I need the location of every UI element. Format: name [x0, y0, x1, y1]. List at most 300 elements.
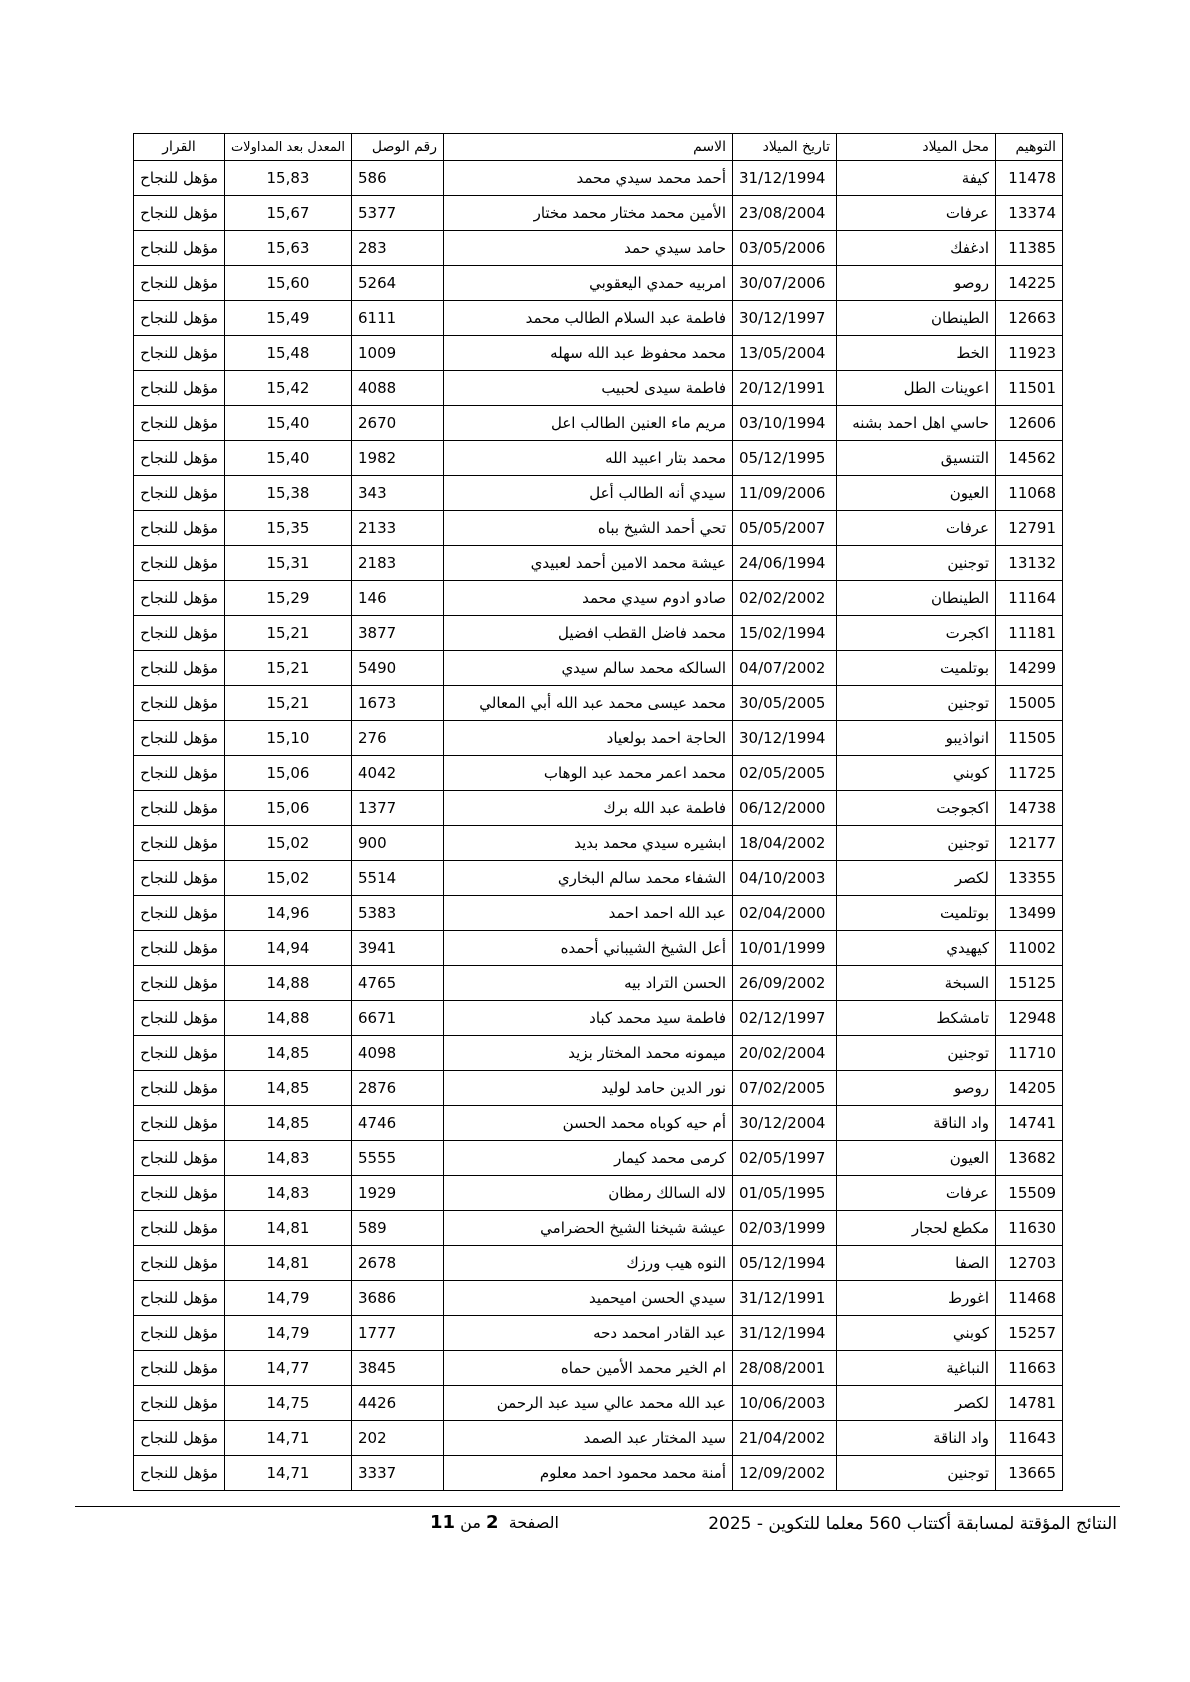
cell-receipt: 3845: [352, 1351, 444, 1386]
table-row: [134, 196, 1063, 231]
cell-name: الحسن التراد بيه: [444, 966, 733, 1001]
cell-name: الحاجة احمد بولعياد: [444, 721, 733, 756]
cell-birthdate: 30/12/2004: [733, 1106, 837, 1141]
cell-decision: مؤهل للنجاح: [134, 1001, 225, 1036]
cell-birthplace: مكطع لحجار: [837, 1211, 996, 1246]
cell-average: 14,71: [225, 1421, 352, 1456]
cell-decision: مؤهل للنجاح: [134, 1421, 225, 1456]
cell-birthplace: حاسي اهل احمد بشنه: [837, 406, 996, 441]
cell-id: 13374: [996, 196, 1063, 231]
cell-receipt: 900: [352, 826, 444, 861]
cell-birthplace: ادغفك: [837, 231, 996, 266]
cell-birthdate: 10/06/2003: [733, 1386, 837, 1421]
cell-decision: مؤهل للنجاح: [134, 1141, 225, 1176]
cell-decision: مؤهل للنجاح: [134, 1246, 225, 1281]
table-row: [134, 1036, 1063, 1071]
table-row: [134, 1176, 1063, 1211]
cell-average: 15,21: [225, 651, 352, 686]
cell-receipt: 1377: [352, 791, 444, 826]
cell-name: محمد عيسى محمد عبد الله أبي المعالي: [444, 686, 733, 721]
header-birthplace: محل الميلاد: [837, 134, 996, 161]
cell-birthplace: لكصر: [837, 861, 996, 896]
cell-average: 14,71: [225, 1456, 352, 1491]
cell-id: 12663: [996, 301, 1063, 336]
cell-birthdate: 24/06/1994: [733, 546, 837, 581]
cell-name: فاطمة سيدى لحبيب: [444, 371, 733, 406]
cell-birthdate: 26/09/2002: [733, 966, 837, 1001]
table-row: [134, 1456, 1063, 1491]
cell-decision: مؤهل للنجاح: [134, 371, 225, 406]
cell-average: 14,85: [225, 1071, 352, 1106]
cell-receipt: 4765: [352, 966, 444, 1001]
cell-birthdate: 12/09/2002: [733, 1456, 837, 1491]
cell-decision: مؤهل للنجاح: [134, 686, 225, 721]
table-row: [134, 336, 1063, 371]
results-table: [133, 133, 1063, 1491]
cell-average: 15,35: [225, 511, 352, 546]
table-row: [134, 441, 1063, 476]
cell-decision: مؤهل للنجاح: [134, 1316, 225, 1351]
cell-receipt: 4098: [352, 1036, 444, 1071]
cell-name: أعل الشيخ الشيباني أحمده: [444, 931, 733, 966]
cell-id: 11478: [996, 161, 1063, 196]
cell-birthdate: 02/03/1999: [733, 1211, 837, 1246]
header-receipt: رقم الوصل: [352, 134, 444, 161]
page-of: من: [460, 1513, 481, 1532]
cell-birthplace: توجنين: [837, 1036, 996, 1071]
cell-birthdate: 07/02/2005: [733, 1071, 837, 1106]
table-row: [134, 231, 1063, 266]
cell-average: 15,38: [225, 476, 352, 511]
cell-birthplace: اعوينات الطل: [837, 371, 996, 406]
cell-birthdate: 31/12/1994: [733, 161, 837, 196]
cell-decision: مؤهل للنجاح: [134, 1456, 225, 1491]
cell-average: 14,79: [225, 1281, 352, 1316]
cell-birthdate: 04/10/2003: [733, 861, 837, 896]
cell-receipt: 4042: [352, 756, 444, 791]
cell-average: 15,42: [225, 371, 352, 406]
header-birthdate: تاريخ الميلاد: [733, 134, 837, 161]
cell-average: 15,63: [225, 231, 352, 266]
table-row: [134, 406, 1063, 441]
cell-receipt: 1929: [352, 1176, 444, 1211]
cell-birthplace: كيفة: [837, 161, 996, 196]
page-current: 2: [486, 1512, 499, 1533]
cell-average: 15,48: [225, 336, 352, 371]
cell-decision: مؤهل للنجاح: [134, 826, 225, 861]
cell-birthplace: كوبني: [837, 756, 996, 791]
table-row: [134, 1246, 1063, 1281]
cell-average: 15,10: [225, 721, 352, 756]
cell-id: 12606: [996, 406, 1063, 441]
cell-birthdate: 03/05/2006: [733, 231, 837, 266]
cell-birthdate: 15/02/1994: [733, 616, 837, 651]
cell-birthdate: 31/12/1991: [733, 1281, 837, 1316]
cell-name: سيدي أنه الطالب أعل: [444, 476, 733, 511]
cell-average: 15,31: [225, 546, 352, 581]
cell-name: ابشيره سيدي محمد بديد: [444, 826, 733, 861]
cell-name: فاطمة عبد الله برك: [444, 791, 733, 826]
cell-average: 14,79: [225, 1316, 352, 1351]
cell-average: 15,06: [225, 791, 352, 826]
table-row: [134, 266, 1063, 301]
cell-receipt: 343: [352, 476, 444, 511]
cell-id: 11181: [996, 616, 1063, 651]
cell-average: 14,85: [225, 1036, 352, 1071]
cell-receipt: 5383: [352, 896, 444, 931]
cell-id: 14781: [996, 1386, 1063, 1421]
cell-name: السالكه محمد سالم سيدي: [444, 651, 733, 686]
cell-id: 11643: [996, 1421, 1063, 1456]
cell-id: 11068: [996, 476, 1063, 511]
cell-receipt: 4746: [352, 1106, 444, 1141]
cell-birthplace: الصفا: [837, 1246, 996, 1281]
cell-id: 11505: [996, 721, 1063, 756]
cell-birthdate: 30/12/1994: [733, 721, 837, 756]
cell-receipt: 283: [352, 231, 444, 266]
cell-receipt: 202: [352, 1421, 444, 1456]
footer-divider: [75, 1506, 1120, 1507]
cell-receipt: 4088: [352, 371, 444, 406]
cell-decision: مؤهل للنجاح: [134, 861, 225, 896]
cell-receipt: 5490: [352, 651, 444, 686]
cell-decision: مؤهل للنجاح: [134, 301, 225, 336]
cell-birthplace: الخط: [837, 336, 996, 371]
table-row: [134, 1071, 1063, 1106]
cell-birthdate: 02/02/2002: [733, 581, 837, 616]
cell-birthdate: 02/04/2000: [733, 896, 837, 931]
cell-birthdate: 20/12/1991: [733, 371, 837, 406]
cell-name: الأمين محمد مختار محمد مختار: [444, 196, 733, 231]
table-row: [134, 371, 1063, 406]
cell-birthdate: 06/12/2000: [733, 791, 837, 826]
cell-birthdate: 13/05/2004: [733, 336, 837, 371]
cell-name: عيشة محمد الامين أحمد لعبيدي: [444, 546, 733, 581]
cell-birthplace: اكجوجت: [837, 791, 996, 826]
cell-average: 15,02: [225, 861, 352, 896]
cell-id: 11468: [996, 1281, 1063, 1316]
cell-decision: مؤهل للنجاح: [134, 231, 225, 266]
cell-receipt: 2670: [352, 406, 444, 441]
cell-receipt: 5264: [352, 266, 444, 301]
table-row: [134, 1001, 1063, 1036]
cell-average: 14,94: [225, 931, 352, 966]
cell-name: صادو ادوم سيدي محمد: [444, 581, 733, 616]
cell-decision: مؤهل للنجاح: [134, 651, 225, 686]
cell-name: فاطمة سيد محمد كباد: [444, 1001, 733, 1036]
cell-birthplace: الطينطان: [837, 581, 996, 616]
cell-receipt: 5555: [352, 1141, 444, 1176]
cell-name: حامد سيدي حمد: [444, 231, 733, 266]
cell-id: 12703: [996, 1246, 1063, 1281]
cell-birthplace: كيهيدي: [837, 931, 996, 966]
cell-name: كرمى محمد كيمار: [444, 1141, 733, 1176]
cell-name: ميمونه محمد المختار بزيد: [444, 1036, 733, 1071]
cell-name: عبد الله احمد احمد: [444, 896, 733, 931]
cell-id: 15509: [996, 1176, 1063, 1211]
cell-decision: مؤهل للنجاح: [134, 1106, 225, 1141]
table-row: [134, 1316, 1063, 1351]
cell-receipt: 1777: [352, 1316, 444, 1351]
table-row: [134, 546, 1063, 581]
cell-receipt: 2678: [352, 1246, 444, 1281]
cell-decision: مؤهل للنجاح: [134, 1036, 225, 1071]
cell-name: عبد القادر امحمد دحه: [444, 1316, 733, 1351]
cell-id: 11501: [996, 371, 1063, 406]
cell-average: 14,83: [225, 1141, 352, 1176]
cell-receipt: 2133: [352, 511, 444, 546]
cell-receipt: 6671: [352, 1001, 444, 1036]
cell-birthplace: روصو: [837, 266, 996, 301]
cell-birthplace: تامشكط: [837, 1001, 996, 1036]
cell-average: 15,67: [225, 196, 352, 231]
cell-decision: مؤهل للنجاح: [134, 791, 225, 826]
cell-birthplace: انواذيبو: [837, 721, 996, 756]
cell-decision: مؤهل للنجاح: [134, 896, 225, 931]
cell-decision: مؤهل للنجاح: [134, 511, 225, 546]
cell-birthplace: عرفات: [837, 1176, 996, 1211]
cell-name: ام الخير محمد الأمين حماه: [444, 1351, 733, 1386]
cell-birthplace: توجنين: [837, 1456, 996, 1491]
header-id: التوهيم: [996, 134, 1063, 161]
cell-average: 14,83: [225, 1176, 352, 1211]
cell-decision: مؤهل للنجاح: [134, 721, 225, 756]
cell-id: 14562: [996, 441, 1063, 476]
cell-average: 14,77: [225, 1351, 352, 1386]
page-total: 11: [430, 1512, 456, 1533]
cell-name: محمد محفوظ عبد الله سهله: [444, 336, 733, 371]
cell-decision: مؤهل للنجاح: [134, 266, 225, 301]
cell-receipt: 2876: [352, 1071, 444, 1106]
cell-birthdate: 18/04/2002: [733, 826, 837, 861]
cell-name: عبد الله محمد عالي سيد عبد الرحمن: [444, 1386, 733, 1421]
table-row: [134, 1106, 1063, 1141]
cell-birthdate: 03/10/1994: [733, 406, 837, 441]
cell-name: امربيه حمدي اليعقوبي: [444, 266, 733, 301]
cell-average: 14,85: [225, 1106, 352, 1141]
header-name: الاسم: [444, 134, 733, 161]
cell-average: 14,81: [225, 1246, 352, 1281]
cell-id: 13499: [996, 896, 1063, 931]
cell-id: 11663: [996, 1351, 1063, 1386]
table-row: [134, 651, 1063, 686]
cell-birthplace: بوتلميت: [837, 651, 996, 686]
cell-decision: مؤهل للنجاح: [134, 476, 225, 511]
table-row: [134, 616, 1063, 651]
cell-name: محمد اعمر محمد عبد الوهاب: [444, 756, 733, 791]
table-row: [134, 581, 1063, 616]
cell-id: 11923: [996, 336, 1063, 371]
cell-decision: مؤهل للنجاح: [134, 966, 225, 1001]
cell-decision: مؤهل للنجاح: [134, 756, 225, 791]
table-row: [134, 1351, 1063, 1386]
cell-name: مريم ماء العنين الطالب اعل: [444, 406, 733, 441]
cell-receipt: 1673: [352, 686, 444, 721]
cell-average: 15,21: [225, 616, 352, 651]
cell-decision: مؤهل للنجاح: [134, 1071, 225, 1106]
table-row: [134, 721, 1063, 756]
header-average: المعدل بعد المداولات: [225, 134, 352, 161]
cell-id: 13665: [996, 1456, 1063, 1491]
cell-birthplace: عرفات: [837, 196, 996, 231]
cell-birthdate: 30/05/2005: [733, 686, 837, 721]
cell-decision: مؤهل للنجاح: [134, 441, 225, 476]
table-row: [134, 1386, 1063, 1421]
table-row: [134, 686, 1063, 721]
cell-average: 15,40: [225, 406, 352, 441]
cell-birthdate: 21/04/2002: [733, 1421, 837, 1456]
header-decision: القرار: [134, 134, 225, 161]
cell-birthdate: 02/05/1997: [733, 1141, 837, 1176]
cell-birthdate: 05/12/1995: [733, 441, 837, 476]
cell-id: 12948: [996, 1001, 1063, 1036]
cell-name: محمد بتار اعبيد الله: [444, 441, 733, 476]
cell-birthplace: عرفات: [837, 511, 996, 546]
cell-average: 15,40: [225, 441, 352, 476]
cell-birthplace: بوتلميت: [837, 896, 996, 931]
cell-id: 12177: [996, 826, 1063, 861]
cell-birthdate: 23/08/2004: [733, 196, 837, 231]
cell-birthplace: العيون: [837, 476, 996, 511]
table-header-row: [134, 134, 1063, 161]
cell-average: 15,60: [225, 266, 352, 301]
cell-birthdate: 31/12/1994: [733, 1316, 837, 1351]
table-row: [134, 791, 1063, 826]
cell-id: 15125: [996, 966, 1063, 1001]
results-body: [134, 161, 1063, 1491]
table-row: [134, 896, 1063, 931]
cell-receipt: 1982: [352, 441, 444, 476]
cell-id: 11002: [996, 931, 1063, 966]
cell-name: سيد المختار عبد الصمد: [444, 1421, 733, 1456]
cell-name: لاله السالك رمظان: [444, 1176, 733, 1211]
cell-receipt: 146: [352, 581, 444, 616]
cell-birthdate: 10/01/1999: [733, 931, 837, 966]
cell-average: 15,21: [225, 686, 352, 721]
cell-birthdate: 01/05/1995: [733, 1176, 837, 1211]
cell-average: 15,83: [225, 161, 352, 196]
page-indicator: [430, 1512, 559, 1533]
page-word: الصفحة: [508, 1513, 559, 1532]
cell-decision: مؤهل للنجاح: [134, 1386, 225, 1421]
cell-name: فاطمة عبد السلام الطالب محمد: [444, 301, 733, 336]
cell-average: 15,49: [225, 301, 352, 336]
cell-receipt: 3877: [352, 616, 444, 651]
cell-birthplace: كوبني: [837, 1316, 996, 1351]
cell-receipt: 5377: [352, 196, 444, 231]
cell-birthdate: 30/12/1997: [733, 301, 837, 336]
cell-birthplace: توجنين: [837, 546, 996, 581]
cell-id: 11164: [996, 581, 1063, 616]
cell-birthdate: 05/05/2007: [733, 511, 837, 546]
cell-decision: مؤهل للنجاح: [134, 1281, 225, 1316]
cell-id: 11385: [996, 231, 1063, 266]
cell-birthplace: الطينطان: [837, 301, 996, 336]
table-row: [134, 966, 1063, 1001]
cell-id: 13682: [996, 1141, 1063, 1176]
cell-name: أحمد محمد سيدي محمد: [444, 161, 733, 196]
cell-birthdate: 30/07/2006: [733, 266, 837, 301]
cell-id: 13355: [996, 861, 1063, 896]
cell-average: 14,96: [225, 896, 352, 931]
cell-decision: مؤهل للنجاح: [134, 161, 225, 196]
cell-id: 14738: [996, 791, 1063, 826]
cell-average: 15,02: [225, 826, 352, 861]
cell-birthdate: 11/09/2006: [733, 476, 837, 511]
cell-birthplace: واد الناقة: [837, 1421, 996, 1456]
cell-id: 11630: [996, 1211, 1063, 1246]
cell-name: نور الدين حامد لوليد: [444, 1071, 733, 1106]
cell-birthplace: واد الناقة: [837, 1106, 996, 1141]
cell-average: 15,06: [225, 756, 352, 791]
cell-birthplace: السبخة: [837, 966, 996, 1001]
cell-birthplace: روصو: [837, 1071, 996, 1106]
cell-receipt: 3686: [352, 1281, 444, 1316]
cell-decision: مؤهل للنجاح: [134, 931, 225, 966]
cell-receipt: 5514: [352, 861, 444, 896]
cell-receipt: 3337: [352, 1456, 444, 1491]
cell-id: 11710: [996, 1036, 1063, 1071]
cell-id: 11725: [996, 756, 1063, 791]
table-row: [134, 476, 1063, 511]
cell-receipt: 276: [352, 721, 444, 756]
table-row: [134, 756, 1063, 791]
cell-average: 15,29: [225, 581, 352, 616]
table-row: [134, 826, 1063, 861]
cell-birthplace: توجنين: [837, 686, 996, 721]
cell-birthdate: 02/05/2005: [733, 756, 837, 791]
cell-decision: مؤهل للنجاح: [134, 581, 225, 616]
cell-birthdate: 28/08/2001: [733, 1351, 837, 1386]
table-row: [134, 1141, 1063, 1176]
cell-receipt: 3941: [352, 931, 444, 966]
cell-birthplace: اكجرت: [837, 616, 996, 651]
table-row: [134, 931, 1063, 966]
cell-receipt: 589: [352, 1211, 444, 1246]
cell-birthplace: العيون: [837, 1141, 996, 1176]
cell-name: محمد فاضل القطب افضيل: [444, 616, 733, 651]
cell-receipt: 586: [352, 161, 444, 196]
cell-receipt: 1009: [352, 336, 444, 371]
table-row: [134, 511, 1063, 546]
cell-id: 13132: [996, 546, 1063, 581]
cell-decision: مؤهل للنجاح: [134, 546, 225, 581]
cell-decision: مؤهل للنجاح: [134, 1211, 225, 1246]
table-row: [134, 1281, 1063, 1316]
cell-id: 15257: [996, 1316, 1063, 1351]
cell-average: 14,88: [225, 1001, 352, 1036]
cell-id: 14225: [996, 266, 1063, 301]
cell-id: 12791: [996, 511, 1063, 546]
cell-name: النوه هيب ورزك: [444, 1246, 733, 1281]
cell-decision: مؤهل للنجاح: [134, 616, 225, 651]
cell-decision: مؤهل للنجاح: [134, 1176, 225, 1211]
cell-decision: مؤهل للنجاح: [134, 336, 225, 371]
cell-birthdate: 04/07/2002: [733, 651, 837, 686]
cell-name: الشفاء محمد سالم البخاري: [444, 861, 733, 896]
cell-birthdate: 05/12/1994: [733, 1246, 837, 1281]
cell-name: عيشة شيخنا الشيخ الحضرامي: [444, 1211, 733, 1246]
cell-decision: مؤهل للنجاح: [134, 196, 225, 231]
cell-name: أم حيه كوباه محمد الحسن: [444, 1106, 733, 1141]
cell-name: سيدي الحسن اميحميد: [444, 1281, 733, 1316]
cell-id: 15005: [996, 686, 1063, 721]
cell-average: 14,88: [225, 966, 352, 1001]
cell-birthplace: اغورط: [837, 1281, 996, 1316]
table-row: [134, 1211, 1063, 1246]
cell-id: 14741: [996, 1106, 1063, 1141]
cell-decision: مؤهل للنجاح: [134, 1351, 225, 1386]
